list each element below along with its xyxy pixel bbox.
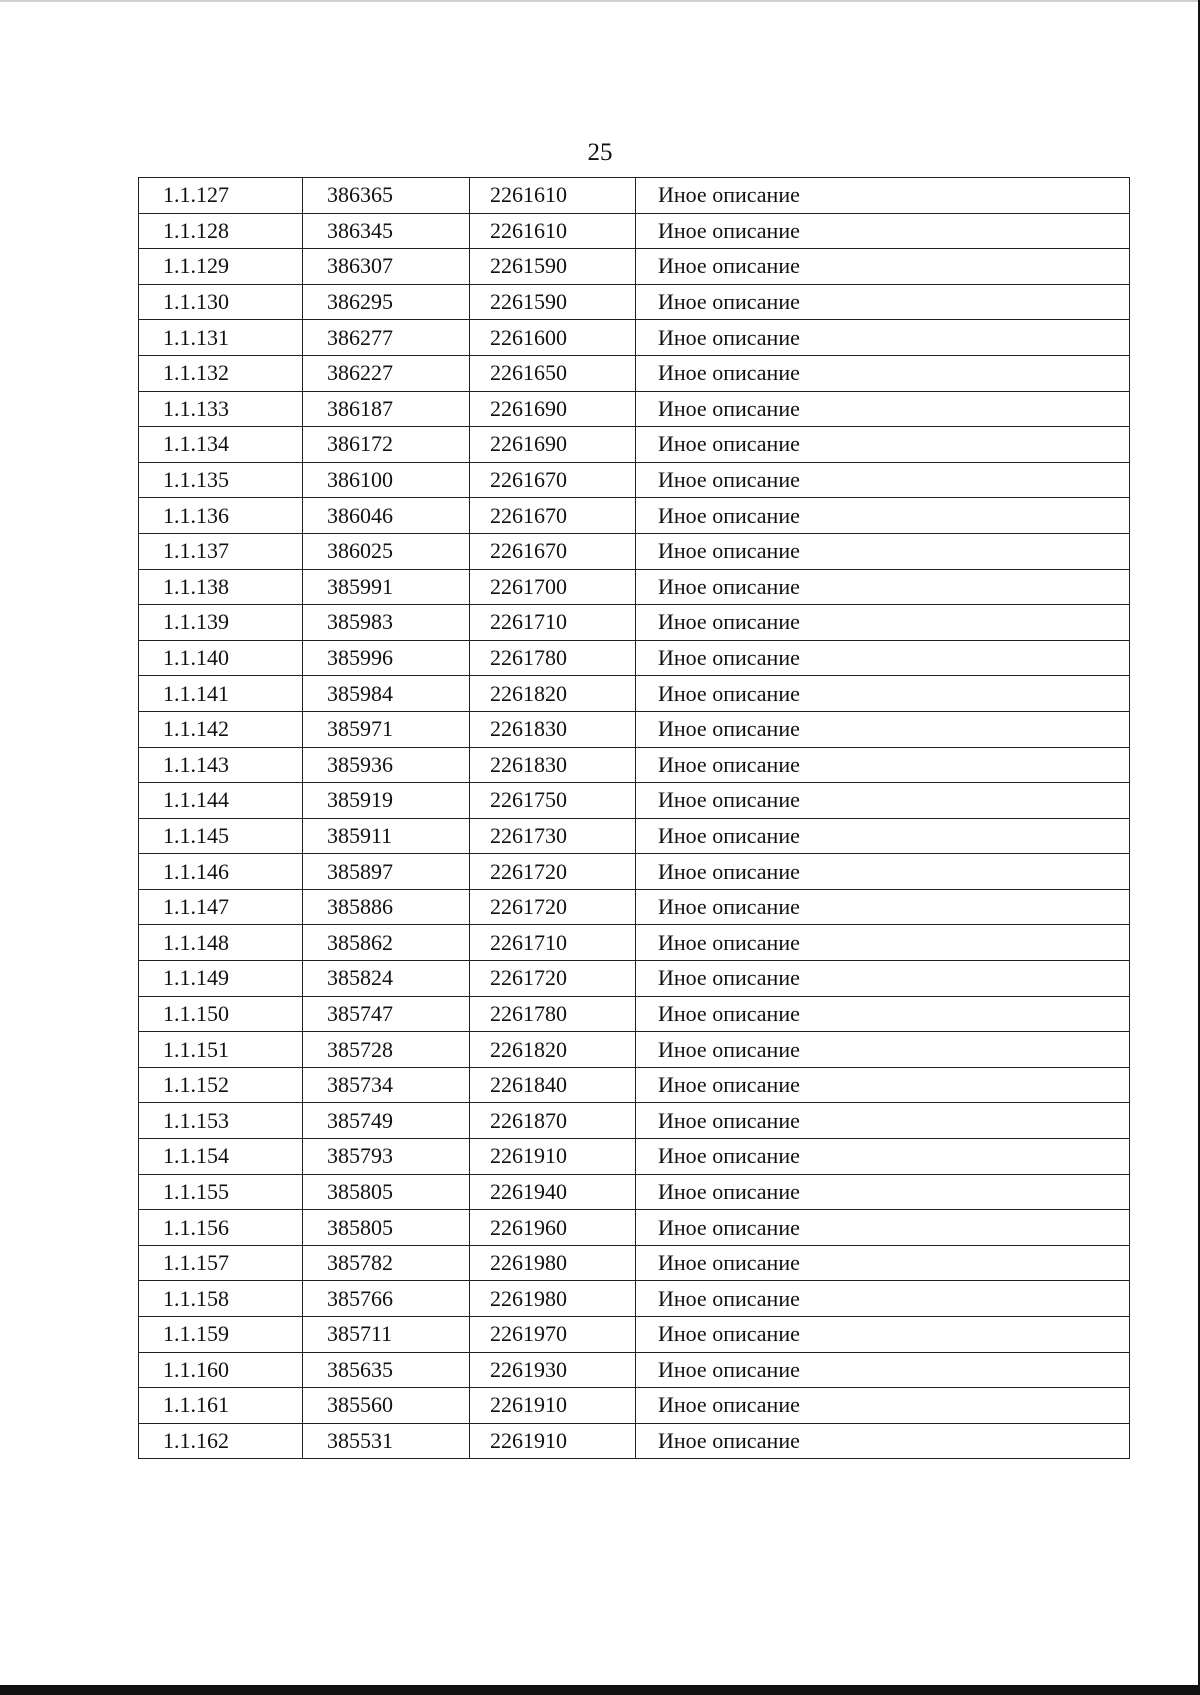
y-coordinate-cell: 2261690 xyxy=(470,391,636,427)
point-number-cell: 1.1.157 xyxy=(139,1245,303,1281)
x-coordinate-cell: 385805 xyxy=(303,1210,470,1246)
description-cell: Иное описание xyxy=(636,783,1130,819)
point-number-cell: 1.1.142 xyxy=(139,711,303,747)
table-row xyxy=(139,1210,1130,1246)
point-number-cell: 1.1.127 xyxy=(139,178,303,214)
table-row xyxy=(139,427,1130,463)
y-coordinate-cell: 2261870 xyxy=(470,1103,636,1139)
description-cell: Иное описание xyxy=(636,178,1130,214)
point-number-cell: 1.1.162 xyxy=(139,1423,303,1459)
y-coordinate-cell: 2261600 xyxy=(470,320,636,356)
x-coordinate-cell: 386172 xyxy=(303,427,470,463)
x-coordinate-cell: 385734 xyxy=(303,1067,470,1103)
table-row xyxy=(139,498,1130,534)
point-number-cell: 1.1.136 xyxy=(139,498,303,534)
description-cell: Иное описание xyxy=(636,569,1130,605)
x-coordinate-cell: 386025 xyxy=(303,533,470,569)
table-row xyxy=(139,783,1130,819)
description-cell: Иное описание xyxy=(636,249,1130,285)
table-row xyxy=(139,605,1130,641)
point-number-cell: 1.1.130 xyxy=(139,284,303,320)
table-row xyxy=(139,996,1130,1032)
description-cell: Иное описание xyxy=(636,1245,1130,1281)
point-number-cell: 1.1.137 xyxy=(139,533,303,569)
description-cell: Иное описание xyxy=(636,605,1130,641)
y-coordinate-cell: 2261830 xyxy=(470,711,636,747)
table-row xyxy=(139,889,1130,925)
y-coordinate-cell: 2261960 xyxy=(470,1210,636,1246)
point-number-cell: 1.1.145 xyxy=(139,818,303,854)
point-number-cell: 1.1.141 xyxy=(139,676,303,712)
x-coordinate-cell: 385897 xyxy=(303,854,470,890)
table-row xyxy=(139,711,1130,747)
x-coordinate-cell: 386046 xyxy=(303,498,470,534)
table-row xyxy=(139,1032,1130,1068)
x-coordinate-cell: 386277 xyxy=(303,320,470,356)
y-coordinate-cell: 2261820 xyxy=(470,676,636,712)
x-coordinate-cell: 386227 xyxy=(303,355,470,391)
description-cell: Иное описание xyxy=(636,1067,1130,1103)
description-cell: Иное описание xyxy=(636,1317,1130,1353)
point-number-cell: 1.1.134 xyxy=(139,427,303,463)
x-coordinate-cell: 385886 xyxy=(303,889,470,925)
point-number-cell: 1.1.147 xyxy=(139,889,303,925)
point-number-cell: 1.1.153 xyxy=(139,1103,303,1139)
table-row xyxy=(139,320,1130,356)
table-row xyxy=(139,249,1130,285)
point-number-cell: 1.1.133 xyxy=(139,391,303,427)
point-number-cell: 1.1.149 xyxy=(139,961,303,997)
table-row xyxy=(139,569,1130,605)
point-number-cell: 1.1.150 xyxy=(139,996,303,1032)
y-coordinate-cell: 2261590 xyxy=(470,284,636,320)
x-coordinate-cell: 385911 xyxy=(303,818,470,854)
point-number-cell: 1.1.158 xyxy=(139,1281,303,1317)
description-cell: Иное описание xyxy=(636,213,1130,249)
x-coordinate-cell: 385711 xyxy=(303,1317,470,1353)
point-number-cell: 1.1.159 xyxy=(139,1317,303,1353)
y-coordinate-cell: 2261670 xyxy=(470,533,636,569)
y-coordinate-cell: 2261690 xyxy=(470,427,636,463)
table-row xyxy=(139,391,1130,427)
table-row xyxy=(139,284,1130,320)
point-number-cell: 1.1.132 xyxy=(139,355,303,391)
scan-edge-bottom xyxy=(0,1685,1200,1695)
y-coordinate-cell: 2261710 xyxy=(470,605,636,641)
description-cell: Иное описание xyxy=(636,711,1130,747)
y-coordinate-cell: 2261940 xyxy=(470,1174,636,1210)
y-coordinate-cell: 2261610 xyxy=(470,178,636,214)
table-row xyxy=(139,1352,1130,1388)
description-cell: Иное описание xyxy=(636,676,1130,712)
x-coordinate-cell: 385560 xyxy=(303,1388,470,1424)
table-row xyxy=(139,533,1130,569)
x-coordinate-cell: 385919 xyxy=(303,783,470,819)
table-row xyxy=(139,1174,1130,1210)
point-number-cell: 1.1.140 xyxy=(139,640,303,676)
description-cell: Иное описание xyxy=(636,961,1130,997)
point-number-cell: 1.1.155 xyxy=(139,1174,303,1210)
description-cell: Иное описание xyxy=(636,996,1130,1032)
description-cell: Иное описание xyxy=(636,391,1130,427)
x-coordinate-cell: 385728 xyxy=(303,1032,470,1068)
table-row xyxy=(139,1281,1130,1317)
point-number-cell: 1.1.148 xyxy=(139,925,303,961)
y-coordinate-cell: 2261720 xyxy=(470,961,636,997)
y-coordinate-cell: 2261780 xyxy=(470,996,636,1032)
x-coordinate-cell: 385971 xyxy=(303,711,470,747)
description-cell: Иное описание xyxy=(636,889,1130,925)
table-row xyxy=(139,355,1130,391)
table-row xyxy=(139,1317,1130,1353)
y-coordinate-cell: 2261720 xyxy=(470,854,636,890)
point-number-cell: 1.1.151 xyxy=(139,1032,303,1068)
description-cell: Иное описание xyxy=(636,747,1130,783)
y-coordinate-cell: 2261590 xyxy=(470,249,636,285)
x-coordinate-cell: 386365 xyxy=(303,178,470,214)
point-number-cell: 1.1.146 xyxy=(139,854,303,890)
x-coordinate-cell: 385793 xyxy=(303,1139,470,1175)
description-cell: Иное описание xyxy=(636,427,1130,463)
description-cell: Иное описание xyxy=(636,533,1130,569)
x-coordinate-cell: 385991 xyxy=(303,569,470,605)
table-row xyxy=(139,1139,1130,1175)
y-coordinate-cell: 2261700 xyxy=(470,569,636,605)
y-coordinate-cell: 2261980 xyxy=(470,1245,636,1281)
x-coordinate-cell: 386345 xyxy=(303,213,470,249)
description-cell: Иное описание xyxy=(636,1388,1130,1424)
point-number-cell: 1.1.161 xyxy=(139,1388,303,1424)
description-cell: Иное описание xyxy=(636,854,1130,890)
point-number-cell: 1.1.135 xyxy=(139,462,303,498)
y-coordinate-cell: 2261910 xyxy=(470,1139,636,1175)
table-row xyxy=(139,676,1130,712)
x-coordinate-cell: 385805 xyxy=(303,1174,470,1210)
description-cell: Иное описание xyxy=(636,818,1130,854)
y-coordinate-cell: 2261710 xyxy=(470,925,636,961)
point-number-cell: 1.1.160 xyxy=(139,1352,303,1388)
y-coordinate-cell: 2261840 xyxy=(470,1067,636,1103)
x-coordinate-cell: 386100 xyxy=(303,462,470,498)
y-coordinate-cell: 2261820 xyxy=(470,1032,636,1068)
table-row xyxy=(139,925,1130,961)
x-coordinate-cell: 385766 xyxy=(303,1281,470,1317)
y-coordinate-cell: 2261780 xyxy=(470,640,636,676)
y-coordinate-cell: 2261720 xyxy=(470,889,636,925)
x-coordinate-cell: 386295 xyxy=(303,284,470,320)
table-row xyxy=(139,178,1130,214)
description-cell: Иное описание xyxy=(636,1174,1130,1210)
y-coordinate-cell: 2261750 xyxy=(470,783,636,819)
point-number-cell: 1.1.156 xyxy=(139,1210,303,1246)
y-coordinate-cell: 2261980 xyxy=(470,1281,636,1317)
x-coordinate-cell: 385824 xyxy=(303,961,470,997)
x-coordinate-cell: 385996 xyxy=(303,640,470,676)
y-coordinate-cell: 2261670 xyxy=(470,498,636,534)
description-cell: Иное описание xyxy=(636,925,1130,961)
table-row xyxy=(139,213,1130,249)
table-row xyxy=(139,1103,1130,1139)
coordinates-table-body xyxy=(139,178,1130,1459)
description-cell: Иное описание xyxy=(636,1281,1130,1317)
table-row xyxy=(139,1423,1130,1459)
description-cell: Иное описание xyxy=(636,1210,1130,1246)
description-cell: Иное описание xyxy=(636,498,1130,534)
x-coordinate-cell: 385749 xyxy=(303,1103,470,1139)
description-cell: Иное описание xyxy=(636,1032,1130,1068)
x-coordinate-cell: 386187 xyxy=(303,391,470,427)
x-coordinate-cell: 385747 xyxy=(303,996,470,1032)
scan-edge-top xyxy=(0,0,1200,2)
y-coordinate-cell: 2261910 xyxy=(470,1423,636,1459)
table-row xyxy=(139,747,1130,783)
description-cell: Иное описание xyxy=(636,1139,1130,1175)
coordinates-table xyxy=(138,177,1130,1459)
table-row xyxy=(139,854,1130,890)
x-coordinate-cell: 385782 xyxy=(303,1245,470,1281)
point-number-cell: 1.1.129 xyxy=(139,249,303,285)
table-row xyxy=(139,1245,1130,1281)
point-number-cell: 1.1.131 xyxy=(139,320,303,356)
table-row xyxy=(139,1388,1130,1424)
y-coordinate-cell: 2261970 xyxy=(470,1317,636,1353)
page-number: 25 xyxy=(587,139,613,166)
x-coordinate-cell: 385984 xyxy=(303,676,470,712)
description-cell: Иное описание xyxy=(636,355,1130,391)
description-cell: Иное описание xyxy=(636,1423,1130,1459)
point-number-cell: 1.1.139 xyxy=(139,605,303,641)
y-coordinate-cell: 2261650 xyxy=(470,355,636,391)
point-number-cell: 1.1.128 xyxy=(139,213,303,249)
point-number-cell: 1.1.152 xyxy=(139,1067,303,1103)
point-number-cell: 1.1.144 xyxy=(139,783,303,819)
table-row xyxy=(139,640,1130,676)
x-coordinate-cell: 385862 xyxy=(303,925,470,961)
y-coordinate-cell: 2261670 xyxy=(470,462,636,498)
x-coordinate-cell: 385983 xyxy=(303,605,470,641)
description-cell: Иное описание xyxy=(636,320,1130,356)
table-row xyxy=(139,462,1130,498)
y-coordinate-cell: 2261910 xyxy=(470,1388,636,1424)
y-coordinate-cell: 2261730 xyxy=(470,818,636,854)
description-cell: Иное описание xyxy=(636,1352,1130,1388)
x-coordinate-cell: 385635 xyxy=(303,1352,470,1388)
description-cell: Иное описание xyxy=(636,462,1130,498)
point-number-cell: 1.1.154 xyxy=(139,1139,303,1175)
point-number-cell: 1.1.143 xyxy=(139,747,303,783)
y-coordinate-cell: 2261830 xyxy=(470,747,636,783)
description-cell: Иное описание xyxy=(636,1103,1130,1139)
x-coordinate-cell: 385531 xyxy=(303,1423,470,1459)
x-coordinate-cell: 386307 xyxy=(303,249,470,285)
x-coordinate-cell: 385936 xyxy=(303,747,470,783)
table-row xyxy=(139,961,1130,997)
table-row xyxy=(139,1067,1130,1103)
table-row xyxy=(139,818,1130,854)
y-coordinate-cell: 2261930 xyxy=(470,1352,636,1388)
y-coordinate-cell: 2261610 xyxy=(470,213,636,249)
description-cell: Иное описание xyxy=(636,640,1130,676)
point-number-cell: 1.1.138 xyxy=(139,569,303,605)
description-cell: Иное описание xyxy=(636,284,1130,320)
